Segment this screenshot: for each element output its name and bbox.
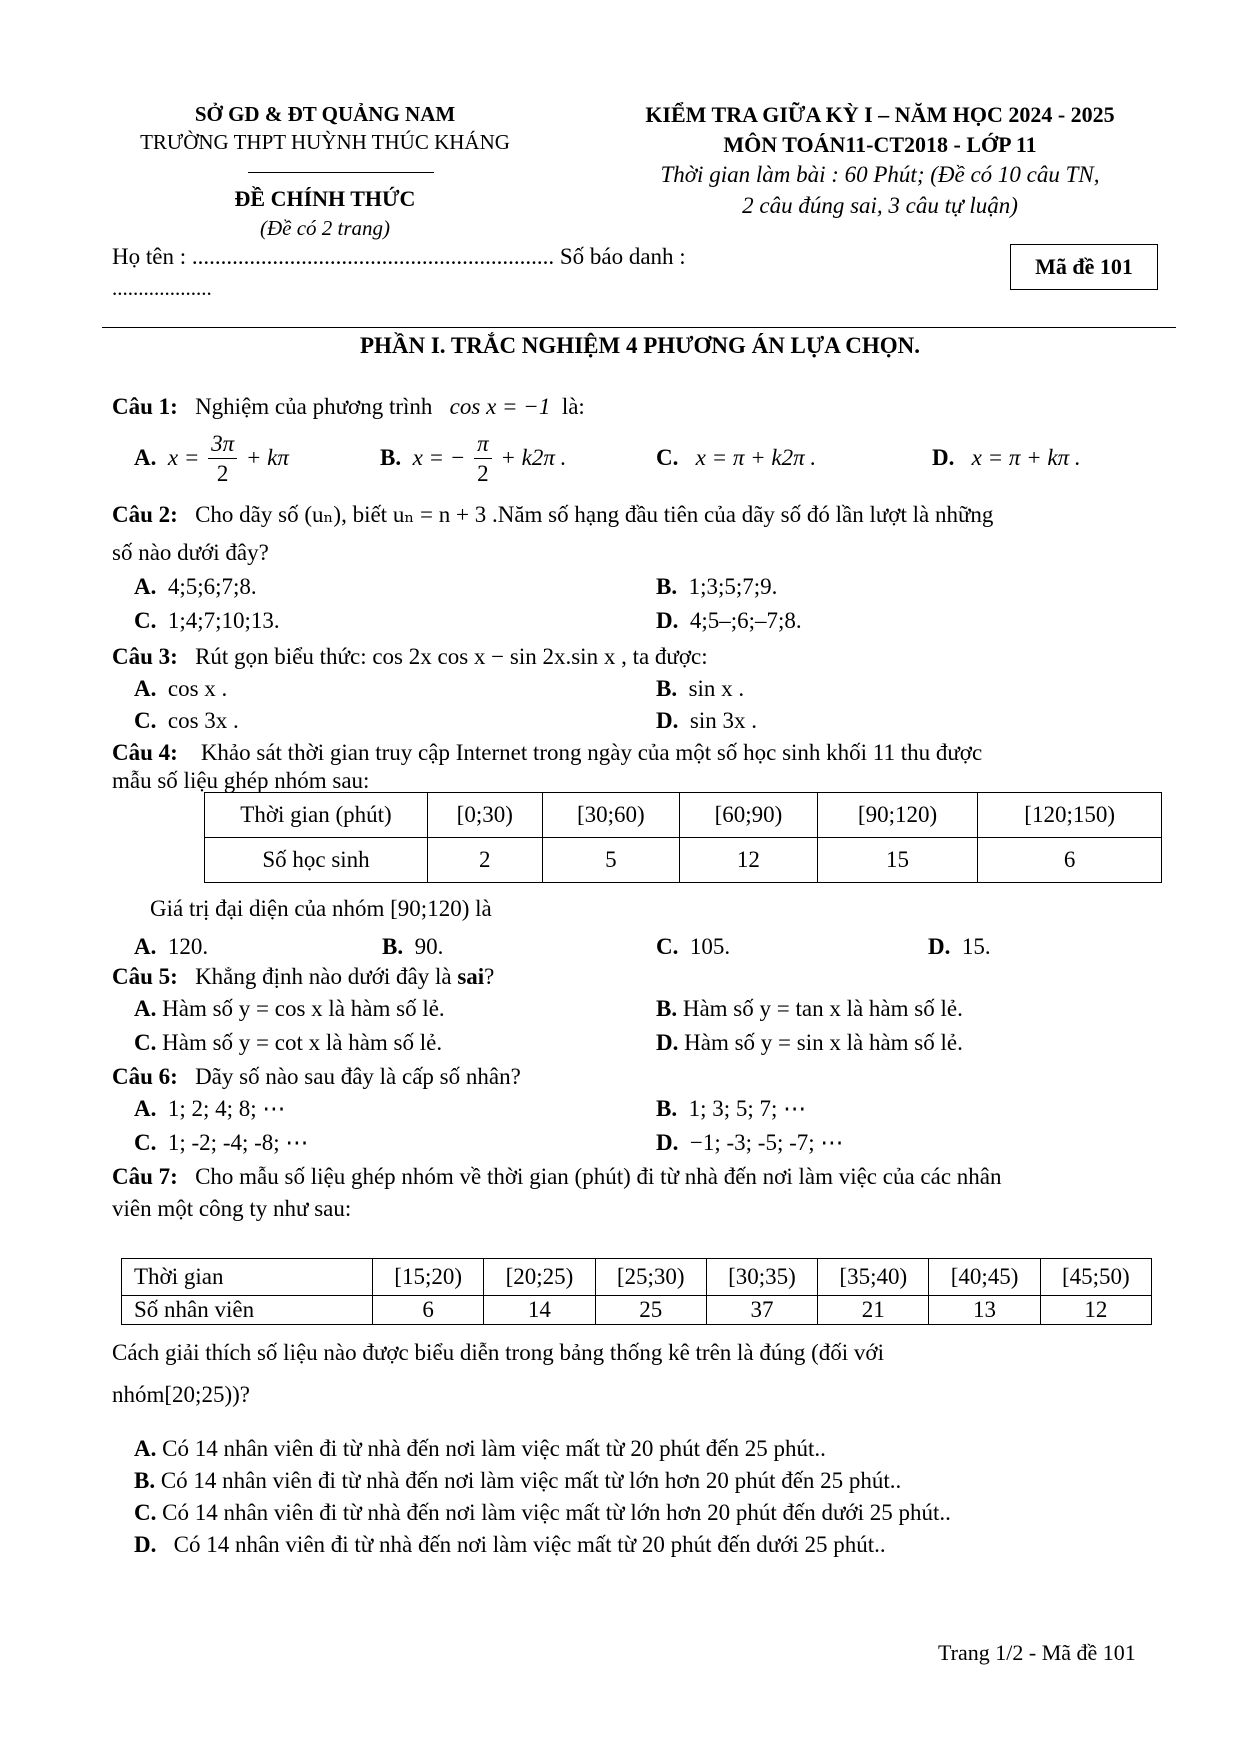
exam-code-box: Mã đề 101 [1010, 244, 1158, 290]
option-label: A. [134, 444, 157, 470]
option-label: C. [134, 608, 157, 633]
exam-title: KIỂM TRA GIỮA KỲ I – NĂM HỌC 2024 - 2025 [645, 102, 1115, 127]
option-label: A. [134, 574, 157, 599]
table-cell: Thời gian (phút) [205, 793, 428, 838]
internet-time-table [204, 792, 1162, 883]
question-text: Nghiệm của phương trình [195, 394, 433, 419]
question-label: Câu 4: [112, 740, 178, 765]
option-label: D. [932, 445, 955, 470]
fraction-numerator: π [474, 430, 492, 459]
option-text: Hàm số y = cos x là hàm số lẻ. [162, 996, 445, 1021]
option-text: x = π + k2π . [695, 445, 817, 470]
table-cell: Thời gian [122, 1259, 373, 1296]
option-a[interactable] [134, 574, 257, 600]
exam-time-line2: 2 câu đúng sai, 3 câu tự luận) [742, 193, 1018, 218]
option-d[interactable] [656, 708, 757, 734]
option-a[interactable] [134, 1436, 826, 1462]
question-7-after1: Cách giải thích số liệu nào được biểu diễn trong bảng thống kê trên là đúng (đối với [112, 1340, 884, 1365]
option-b[interactable] [656, 574, 777, 600]
exam-subject: MÔN TOÁN11-CT2018 - LỚP 11 [723, 132, 1037, 157]
option-a[interactable] [134, 676, 227, 702]
question-2 [112, 502, 993, 528]
option-text: 15. [961, 934, 991, 959]
option-d[interactable] [928, 934, 991, 960]
option-d[interactable] [656, 1130, 843, 1156]
exam-time-line1: Thời gian làm bài : 60 Phút; (Đề có 10 câu TN, [660, 162, 1100, 187]
option-label: A. [134, 934, 157, 959]
table-cell: [30;60) [542, 793, 680, 838]
option-label: B. [656, 1096, 678, 1121]
option-text: cos 3x . [167, 708, 239, 733]
option-a[interactable] [134, 430, 289, 489]
question-1 [112, 394, 585, 420]
option-label: B. [656, 676, 678, 701]
table-cell: [0;30) [428, 793, 543, 838]
section-title: PHẦN I. TRẮC NGHIỆM 4 PHƯƠNG ÁN LỰA CHỌN. [359, 333, 921, 358]
table-cell: 21 [818, 1296, 929, 1325]
table-cell: [45;50) [1040, 1259, 1151, 1296]
table-row [122, 1296, 1152, 1325]
option-text: 1;3;5;7;9. [688, 574, 778, 599]
option-b[interactable] [656, 1096, 806, 1122]
option-text: 1; 3; 5; 7; ⋯ [688, 1096, 807, 1121]
question-4-cont: mẫu số liệu ghép nhóm sau: [112, 768, 370, 793]
option-c[interactable] [134, 708, 239, 734]
option-c[interactable] [134, 1130, 308, 1156]
option-label: B. [656, 574, 678, 599]
option-pre: x = [167, 444, 200, 470]
table-cell: [15;20) [373, 1259, 484, 1296]
question-7 [112, 1164, 1002, 1190]
page-footer: Trang 1/2 - Mã đề 101 [938, 1640, 1136, 1665]
table-cell: [25;30) [595, 1259, 706, 1296]
question-4-after: Giá trị đại diện của nhóm [90;120) là [150, 896, 492, 921]
option-post: + kπ [245, 444, 289, 470]
option-text: sin 3x . [689, 708, 757, 733]
question-label: Câu 6: [112, 1064, 178, 1089]
fraction-numerator: 3π [208, 430, 237, 459]
option-text: 90. [414, 934, 444, 959]
dotted-line: ................... [112, 276, 212, 300]
option-text: Có 14 nhân viên đi từ nhà đến nơi làm việc mất từ lớn hơn 20 phút đến 25 phút.. [160, 1468, 902, 1493]
question-mark: ? [484, 964, 495, 989]
table-cell: 6 [373, 1296, 484, 1325]
option-b[interactable] [656, 676, 744, 702]
question-text: Dãy số nào sau đây là cấp số nhân? [195, 1064, 521, 1089]
option-text: cos x . [167, 676, 228, 701]
question-tail: là: [561, 394, 585, 419]
option-text: −1; -3; -5; -7; ⋯ [689, 1130, 844, 1155]
table-cell: [20;25) [484, 1259, 595, 1296]
table-cell: 12 [1040, 1296, 1151, 1325]
option-label: C. [134, 1500, 157, 1525]
option-label: C. [656, 934, 679, 959]
table-header-row [205, 793, 1162, 838]
option-c[interactable] [656, 445, 816, 471]
option-label: A. [134, 1436, 157, 1461]
question-text: Cho mẫu số liệu ghép nhóm về thời gian (phút) đi từ nhà đến nơi làm việc của các nhân [195, 1164, 1002, 1189]
option-a[interactable] [134, 996, 445, 1022]
official-label: ĐỀ CHÍNH THỨC [234, 186, 416, 211]
option-c[interactable] [134, 1500, 951, 1526]
header-divider [248, 172, 434, 173]
option-text: Có 14 nhân viên đi từ nhà đến nơi làm việc mất từ lớn hơn 20 phút đến dưới 25 phút.. [162, 1500, 951, 1525]
question-6 [112, 1064, 521, 1090]
table-cell: 25 [595, 1296, 706, 1325]
option-d[interactable] [656, 1030, 963, 1056]
option-label: B. [134, 1468, 156, 1493]
option-d[interactable] [932, 445, 1081, 471]
option-b[interactable] [656, 996, 963, 1022]
option-text: x = π + kπ . [971, 445, 1081, 470]
option-text: 1; -2; -4; -8; ⋯ [167, 1130, 309, 1155]
option-text: 4;5;6;7;8. [167, 574, 257, 599]
page-count: (Đề có 2 trang) [259, 216, 391, 240]
table-cell: [30;35) [706, 1259, 817, 1296]
option-text: 1; 2; 4; 8; ⋯ [167, 1096, 286, 1121]
question-label: Câu 3: [112, 644, 178, 669]
question-4 [112, 740, 982, 766]
table-cell: 37 [706, 1296, 817, 1325]
option-text: sin x . [688, 676, 745, 701]
school-name: TRƯỜNG THPT HUỲNH THÚC KHÁNG [140, 130, 510, 154]
table-cell: 2 [428, 838, 543, 883]
fraction-denominator: 2 [477, 461, 489, 486]
question-7-cont: viên một công ty như sau: [112, 1196, 352, 1221]
question-3 [112, 644, 708, 670]
question-label: Câu 5: [112, 964, 178, 989]
question-5 [112, 964, 494, 990]
equation: cos x = −1 [449, 394, 551, 419]
option-a[interactable] [134, 934, 208, 960]
option-label: B. [380, 444, 402, 470]
option-d[interactable] [134, 1532, 886, 1558]
option-label: B. [656, 996, 678, 1021]
option-label: D. [656, 1030, 679, 1055]
option-label: D. [656, 708, 679, 733]
option-text: 120. [167, 934, 209, 959]
question-2-cont: số nào dưới đây? [112, 540, 269, 565]
option-b[interactable] [382, 934, 443, 960]
table-cell: 14 [484, 1296, 595, 1325]
question-label: Câu 1: [112, 394, 178, 419]
option-text: 105. [689, 934, 731, 959]
option-a[interactable] [134, 1096, 285, 1122]
option-post: + k2π . [500, 444, 567, 470]
option-label: C. [134, 1130, 157, 1155]
option-b[interactable] [380, 430, 566, 489]
table-cell: [90;120) [817, 793, 978, 838]
question-text: Khẳng định nào dưới đây là [195, 964, 452, 989]
option-label: A. [134, 1096, 157, 1121]
table-cell: 13 [929, 1296, 1040, 1325]
table-cell: 12 [680, 838, 818, 883]
option-label: C. [134, 708, 157, 733]
table-cell: Số nhân viên [122, 1296, 373, 1325]
option-label: A. [134, 996, 157, 1021]
section-divider [102, 327, 1176, 328]
question-7-after2: nhóm[20;25))? [112, 1382, 250, 1407]
option-label: D. [134, 1532, 157, 1557]
table-cell: [40;45) [929, 1259, 1040, 1296]
option-text: Có 14 nhân viên đi từ nhà đến nơi làm việc mất từ 20 phút đến 25 phút.. [162, 1436, 826, 1461]
question-text: Cho dãy số (uₙ), biết uₙ = n + 3 .Năm số hạng đầu tiên của dãy số đó lần lượt là những [195, 502, 994, 527]
commute-time-table [121, 1258, 1152, 1325]
option-c[interactable] [134, 608, 280, 634]
option-pre: x = − [412, 444, 466, 470]
student-name-field: Họ tên : ............................................................... Số báo danh : [112, 244, 686, 269]
option-label: A. [134, 676, 157, 701]
question-label: Câu 2: [112, 502, 178, 527]
option-label: C. [656, 445, 679, 470]
option-c[interactable] [134, 1030, 442, 1056]
question-text: Khảo sát thời gian truy cập Internet trong ngày của một số học sinh khối 11 thu được [200, 740, 983, 765]
option-text: Hàm số y = tan x là hàm số lẻ. [682, 996, 963, 1021]
option-c[interactable] [656, 934, 730, 960]
option-label: B. [382, 934, 404, 959]
question-text: Rút gọn biểu thức: cos 2x cos x − sin 2x.sin x , ta được: [195, 644, 708, 669]
question-label: Câu 7: [112, 1164, 178, 1189]
option-text: Hàm số y = cot x là hàm số lẻ. [162, 1030, 443, 1055]
table-cell: [60;90) [680, 793, 818, 838]
table-cell: [120;150) [978, 793, 1162, 838]
option-text: Có 14 nhân viên đi từ nhà đến nơi làm việc mất từ 20 phút đến dưới 25 phút.. [173, 1532, 886, 1557]
table-cell: 5 [542, 838, 680, 883]
option-d[interactable] [656, 608, 802, 634]
option-text: Hàm số y = sin x là hàm số lẻ. [684, 1030, 963, 1055]
option-label: D. [928, 934, 951, 959]
option-text: 4;5–;6;–7;8. [689, 608, 802, 633]
emphasis-word: sai [457, 964, 485, 989]
table-header-row [122, 1259, 1152, 1296]
table-cell: Số học sinh [205, 838, 428, 883]
table-cell: [35;40) [818, 1259, 929, 1296]
option-label: D. [656, 1130, 679, 1155]
option-label: D. [656, 608, 679, 633]
option-text: 1;4;7;10;13. [167, 608, 280, 633]
option-b[interactable] [134, 1468, 901, 1494]
option-label: C. [134, 1030, 157, 1055]
department-name: SỞ GD & ĐT QUẢNG NAM [194, 102, 456, 126]
fraction-denominator: 2 [216, 461, 229, 486]
table-row [205, 838, 1162, 883]
table-cell: 15 [817, 838, 978, 883]
table-cell: 6 [978, 838, 1162, 883]
